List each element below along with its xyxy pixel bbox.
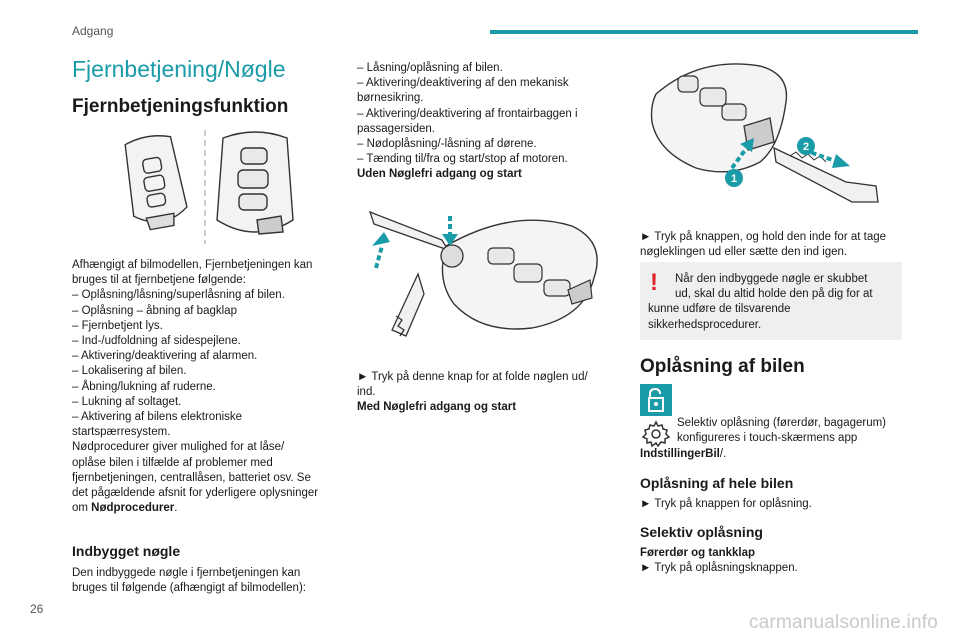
- warning-text: [648, 269, 898, 333]
- bold-label-without-keyless: [357, 167, 578, 182]
- header-accent-bar: [490, 30, 918, 34]
- builtin-key-uses-list: [357, 61, 578, 183]
- list-item: – Aktivering/deaktivering af den mekanisk: [357, 77, 569, 90]
- remote-key-illustration: [105, 128, 305, 246]
- text-line: passagersiden.: [357, 122, 435, 135]
- bold-label: [640, 546, 798, 561]
- callout-2: 2: [802, 141, 810, 153]
- text-line: børnesikring.: [357, 92, 424, 105]
- list-item: – Fjernbetjent lys.: [72, 319, 163, 332]
- text-fragment: .: [174, 502, 178, 515]
- text-line: ind.: [357, 386, 376, 399]
- text-fragment: /.: [719, 448, 727, 460]
- subheading-unlock-whole-car: Oplåsning af hele bilen: [640, 475, 794, 491]
- fold-key-instruction: [357, 370, 588, 416]
- list-item: – Tænding til/fra og start/stop af motoren.: [357, 153, 568, 166]
- list-item: – Lukning af soltaget.: [72, 395, 182, 408]
- watermark: carmanualsonline.info: [748, 612, 938, 633]
- page-number: 26: [30, 602, 44, 616]
- text-line: Afhængigt af bilmodellen, Fjernbetjeningen kan: [72, 259, 313, 271]
- step-line: ► Tryk på denne knap for at folde nøglen ud/: [357, 371, 588, 383]
- press-hold-instruction: [640, 230, 886, 260]
- gear-icon: [640, 418, 672, 450]
- text-line: [72, 501, 318, 516]
- list-item: – Oplåsning – åbning af bagklap: [72, 304, 237, 317]
- unlock-tile-icon: [640, 384, 672, 416]
- text-line: sikkerhedsprocedurer.: [648, 318, 762, 331]
- remote-functions-text: [72, 258, 318, 516]
- list-item: – Åbning/lukning af ruderne.: [72, 380, 216, 393]
- text-line: fjernbetjeningen, centrallåsen, batteriet osv. Se: [72, 471, 311, 484]
- keyless-key-illustration: [640, 50, 902, 220]
- flip-key-illustration: [362, 198, 612, 348]
- text-line: [640, 447, 726, 462]
- text-line: det pågældende afsnit for yderligere oplysninger: [72, 487, 319, 500]
- app-name-line: [640, 447, 726, 462]
- bold-text: Uden Nøglefri adgang og start: [357, 168, 522, 181]
- text-line: Selektiv oplåsning (førerdør, bagagerum): [677, 417, 887, 429]
- text-line: oplåse bilen i tilfælde af problemer med: [72, 456, 273, 469]
- builtin-key-text: [72, 566, 306, 596]
- bold-label-with-keyless: [357, 400, 588, 415]
- list-item: – Lokalisering af bilen.: [72, 365, 187, 378]
- list-item: – Aktivering/deaktivering af alarmen.: [72, 350, 258, 363]
- text-line: Den indbyggede nøgle i fjernbetjeningen kan: [72, 567, 301, 579]
- list-item: – Nødoplåsning/-låsning af dørene.: [357, 138, 537, 151]
- selective-unlock-text: [677, 416, 886, 446]
- text-line: konfigureres i touch-skærmens app: [677, 432, 858, 445]
- selective-unlock-steps: [640, 546, 798, 576]
- text-line: bruges til følgende (afhængigt af bilmodellen):: [72, 582, 306, 595]
- callout-1: 1: [730, 173, 738, 185]
- text-line: Når den indbyggede nøgle er skubbet: [675, 273, 868, 285]
- bold-text: Med Nøglefri adgang og start: [357, 401, 517, 414]
- text-fragment: om: [72, 502, 92, 515]
- unlock-whole-step: [640, 497, 812, 512]
- text-line: startspærresystem.: [72, 426, 171, 439]
- section-heading-remote-function: Fjernbetjeningsfunktion: [72, 96, 289, 117]
- running-header: Adgang: [72, 24, 114, 38]
- exclamation-icon: !: [650, 269, 658, 296]
- list-item: – Aktivering/deaktivering af frontairbaggen i: [357, 107, 578, 120]
- text-line: Nødprocedurer giver mulighed for at låse/: [72, 441, 285, 454]
- subheading-builtin-key: Indbygget nøgle: [72, 543, 181, 559]
- bold-text: Førerdør og tankklap: [640, 547, 756, 559]
- step-line: ► Tryk på knappen for oplåsning.: [640, 498, 812, 510]
- list-item: – Låsning/oplåsning af bilen.: [357, 62, 503, 74]
- section-heading-unlocking: Oplåsning af bilen: [640, 356, 805, 377]
- list-item: – Oplåsning/låsning/superlåsning af bilen.: [72, 289, 285, 302]
- warning-box: [640, 262, 902, 340]
- app-name: IndstillingerBil: [640, 448, 720, 460]
- list-item: – Aktivering af bilens elektroniske: [72, 411, 243, 424]
- text-line: ud, skal du altid holde den på dig for at: [675, 288, 873, 301]
- emergency-procedures-link-text: Nødprocedurer: [91, 502, 175, 515]
- text-line: nøgleklingen ud eller sætte den ind igen.: [640, 246, 848, 259]
- text-line: kunne udføre de tilsvarende: [648, 303, 791, 316]
- page-title: Fjernbetjening/Nøgle: [72, 56, 286, 82]
- list-item: – Ind-/udfoldning af sidespejlene.: [72, 335, 241, 348]
- text-line: bruges til at fjernbetjene følgende:: [72, 274, 246, 287]
- step-line: ► Tryk på oplåsningsknappen.: [640, 562, 798, 575]
- step-line: ► Tryk på knappen, og hold den inde for at tage: [640, 231, 887, 243]
- subheading-selective-unlock: Selektiv oplåsning: [640, 524, 763, 540]
